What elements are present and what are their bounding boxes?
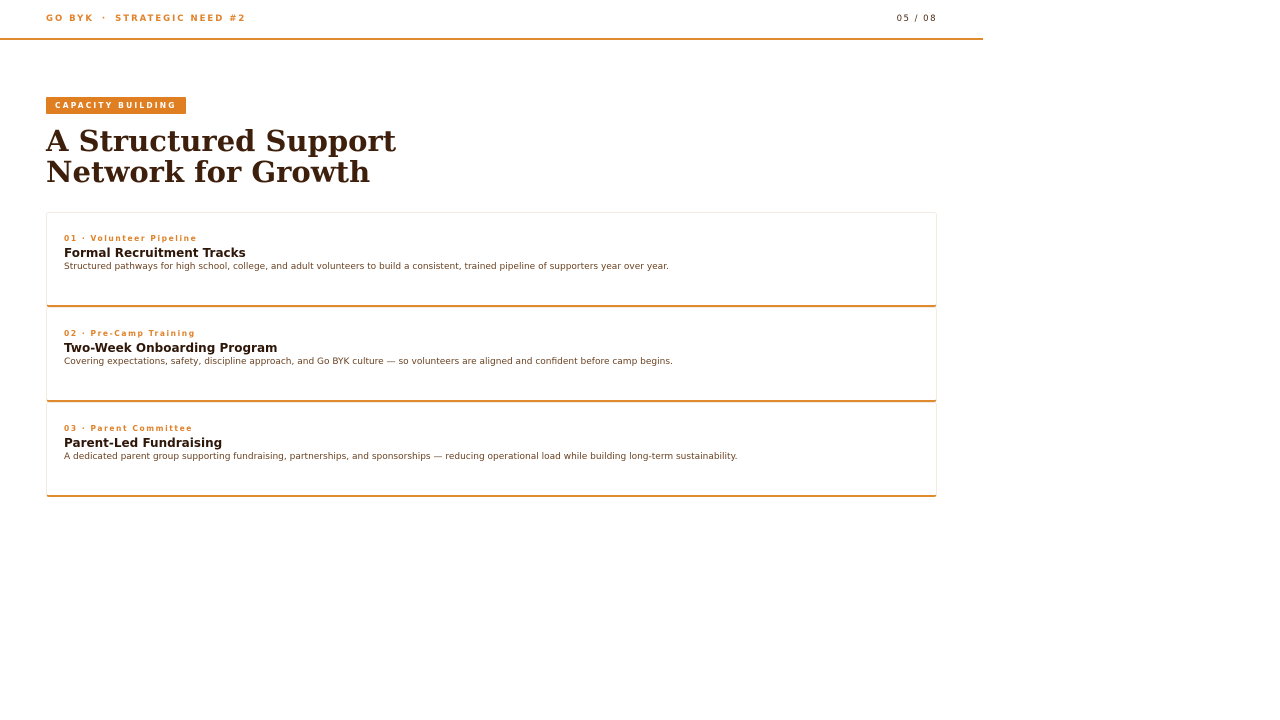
brand-name: GO BYK bbox=[46, 14, 94, 24]
section-label: STRATEGIC NEED #2 bbox=[115, 14, 247, 24]
card-kicker: 01 · Volunteer Pipeline bbox=[64, 234, 198, 243]
card-description: A dedicated parent group supporting fundraising, partnerships, and sponsorships — reducing operational load while building long-term sustainability. bbox=[64, 452, 738, 462]
breadcrumb bbox=[46, 14, 246, 24]
card-kicker: 03 · Parent Committee bbox=[64, 424, 193, 433]
card-list bbox=[46, 212, 937, 497]
card-onboarding bbox=[46, 307, 937, 402]
page-number: 05 / 08 bbox=[896, 14, 937, 24]
page-title: A Structured Support Network for Growth bbox=[46, 124, 397, 189]
card-fundraising bbox=[46, 402, 937, 497]
card-title: Two-Week Onboarding Program bbox=[64, 341, 278, 355]
card-description: Structured pathways for high school, college, and adult volunteers to build a consistent, trained pipeline of supporters year over year. bbox=[64, 262, 669, 272]
breadcrumb-separator: · bbox=[101, 14, 108, 24]
card-recruitment bbox=[46, 212, 937, 307]
card-title: Parent-Led Fundraising bbox=[64, 436, 223, 450]
card-title: Formal Recruitment Tracks bbox=[64, 246, 246, 260]
slide-header bbox=[0, 0, 983, 40]
card-kicker: 02 · Pre-Camp Training bbox=[64, 329, 196, 338]
card-description: Covering expectations, safety, discipline approach, and Go BYK culture — so volunteers are aligned and confident before camp begins. bbox=[64, 357, 673, 367]
category-badge: CAPACITY BUILDING bbox=[46, 97, 186, 114]
